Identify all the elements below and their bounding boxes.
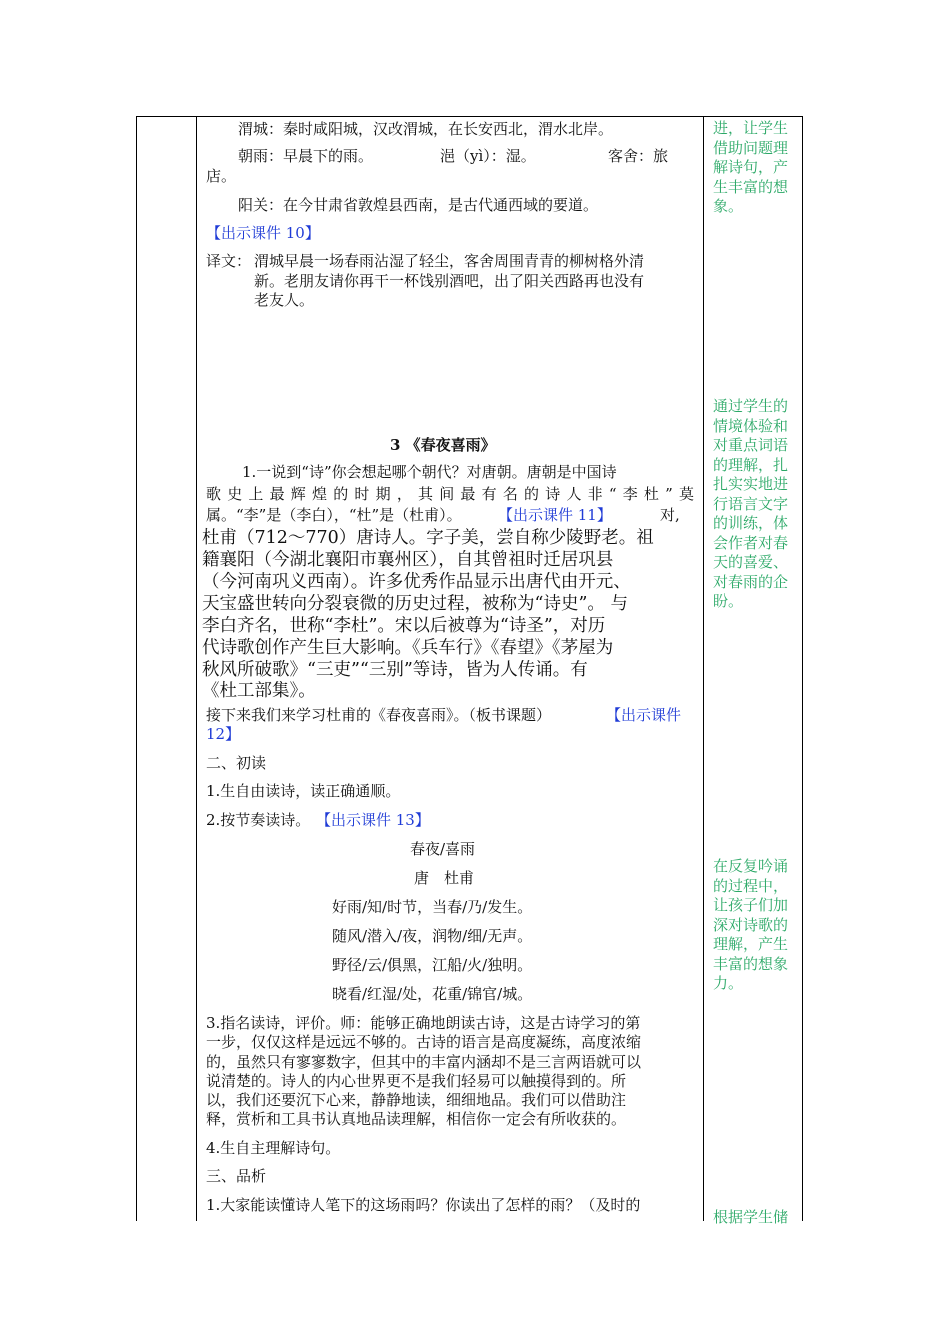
dufu-bio-line: 秋风所破歌》“三吏”“三别”等诗，皆为人传诵。有 — [202, 660, 588, 680]
poem-line: 好雨/知/时节，当春/乃/发生。 — [332, 898, 533, 916]
evaluation-line: 说清楚的。诗人的内心世界更不是我们轻易可以触摸得到的。所 — [206, 1072, 627, 1090]
design-note: 进，让学生借助问题理解诗句，产生丰富的想象。 — [713, 119, 789, 215]
next-lesson-text: 接下来我们来学习杜甫的《春夜喜雨》。（板书课题） — [206, 706, 552, 724]
intro-line: 对, — [660, 506, 680, 524]
poem-author: 唐 杜甫 — [414, 869, 475, 887]
vocab-zhaoyu: 朝雨：早晨下的雨。 — [238, 147, 374, 165]
table-border-left — [136, 116, 137, 1221]
poem-line: 晓看/红湿/处，花重/锦官/城。 — [332, 985, 533, 1003]
evaluation-line: 释，赏析和工具书认真地品读理解，相信你一定会有所收获的。 — [206, 1110, 627, 1128]
step-heading: 二、初读 — [206, 754, 267, 772]
design-note: 通过学生的情境体验和对重点词语的理解，扎扎实实地进行语言文字的训练，体会作者对春天的喜爱、对春雨的企盼。 — [713, 397, 789, 610]
dufu-bio-line: （今河南巩义西南）。许多优秀作品显示出唐代由开元、 — [202, 572, 631, 592]
poem-line: 野径/云/俱黑，江船/火/独明。 — [332, 956, 533, 974]
poem-title: 春夜/喜雨 — [410, 840, 476, 858]
intro-line: 属。“李”是（李白），“杜”是（杜甫）。 — [206, 506, 462, 524]
design-note: 在反复吟诵的过程中，让孩子们加深对诗歌的理解，产生丰富的想象力。 — [713, 857, 789, 992]
intro-line: 歌史上最辉煌的时期，其间最有名的诗人非“李杜”莫 — [206, 485, 694, 503]
evaluation-line: 3.指名读诗，评价。师：能够正确地朗读古诗，这是古诗学习的第 — [206, 1014, 641, 1032]
vocab-keshe-cont: 店。 — [206, 167, 237, 185]
courseware-11-link[interactable]: 【出示课件 11】 — [498, 506, 612, 524]
table-border-col2 — [196, 116, 197, 1221]
step-item: 4.生自主理解诗句。 — [206, 1139, 341, 1157]
vocab-weicheng: 渭城：秦时咸阳城，汉改渭城，在长安西北，渭水北岸。 — [238, 120, 614, 138]
poem-line: 随风/潜入/夜，润物/细/无声。 — [332, 927, 533, 945]
table-border-col3 — [703, 116, 704, 1221]
translation-line: 新。老朋友请你再干一杯饯别酒吧，出了阳关西路再也没有 — [254, 272, 645, 290]
vocab-yangguan: 阳关：在今甘肃省敦煌县西南，是古代通西域的要道。 — [238, 196, 599, 214]
dufu-bio-line: 天宝盛世转向分裂衰微的历史过程，被称为“诗史”。 与 — [202, 594, 628, 614]
dufu-bio-line: 《杜工部集》。 — [202, 681, 316, 701]
evaluation-line: 的，虽然只有寥寥数字，但其中的丰富内涵却不是三言两语就可以 — [206, 1053, 642, 1071]
step-heading: 三、品析 — [206, 1167, 267, 1185]
dufu-bio-line: 籍襄阳（今湖北襄阳市襄州区），自其曾祖时迁居巩县 — [202, 550, 614, 570]
courseware-10-link[interactable]: 【出示课件 10】 — [206, 224, 320, 242]
translation-line: 老友人。 — [254, 291, 315, 309]
vocab-yi: 浥（yì）：湿。 — [440, 147, 536, 165]
translation-label: 译文： — [206, 252, 252, 270]
table-border-right — [802, 116, 803, 1221]
dufu-bio-line: 代诗歌创作产生巨大影响。《兵车行》《春望》《茅屋为 — [202, 638, 614, 658]
translation-line: 渭城早晨一场春雨沾湿了轻尘，客舍周围青青的柳树格外清 — [254, 252, 645, 270]
dufu-bio-line: 杜甫（712～770）唐诗人。字子美，尝自称少陵野老。祖 — [202, 528, 654, 548]
courseware-12-link-cont[interactable]: 12】 — [206, 725, 241, 743]
intro-line: 1.一说到“诗”你会想起哪个朝代？对唐朝。唐朝是中国诗 — [242, 463, 617, 481]
step-item: 1.生自由读诗，读正确通顺。 — [206, 782, 401, 800]
design-note: 根据学生储 — [713, 1208, 789, 1226]
courseware-13-link[interactable]: 【出示课件 13】 — [316, 811, 430, 829]
section-title: 3 《春夜喜雨》 — [390, 436, 496, 454]
step-item: 1.大家能读懂诗人笔下的这场雨吗？你读出了怎样的雨？（及时的 — [206, 1196, 641, 1214]
step-item: 2.按节奏读诗。 — [206, 811, 311, 829]
courseware-12-link[interactable]: 【出示课件 — [606, 706, 682, 724]
evaluation-line: 一步，仅仅这样是远远不够的。古诗的语言是高度凝练，高度浓缩 — [206, 1033, 642, 1051]
vocab-keshe: 客舍：旅 — [608, 147, 669, 165]
evaluation-line: 以，我们还要沉下心来，静静地读，细细地品。我们可以借助注 — [206, 1091, 627, 1109]
dufu-bio-line: 李白齐名，世称“李杜”。宋以后被尊为“诗圣”，对历 — [202, 616, 606, 636]
